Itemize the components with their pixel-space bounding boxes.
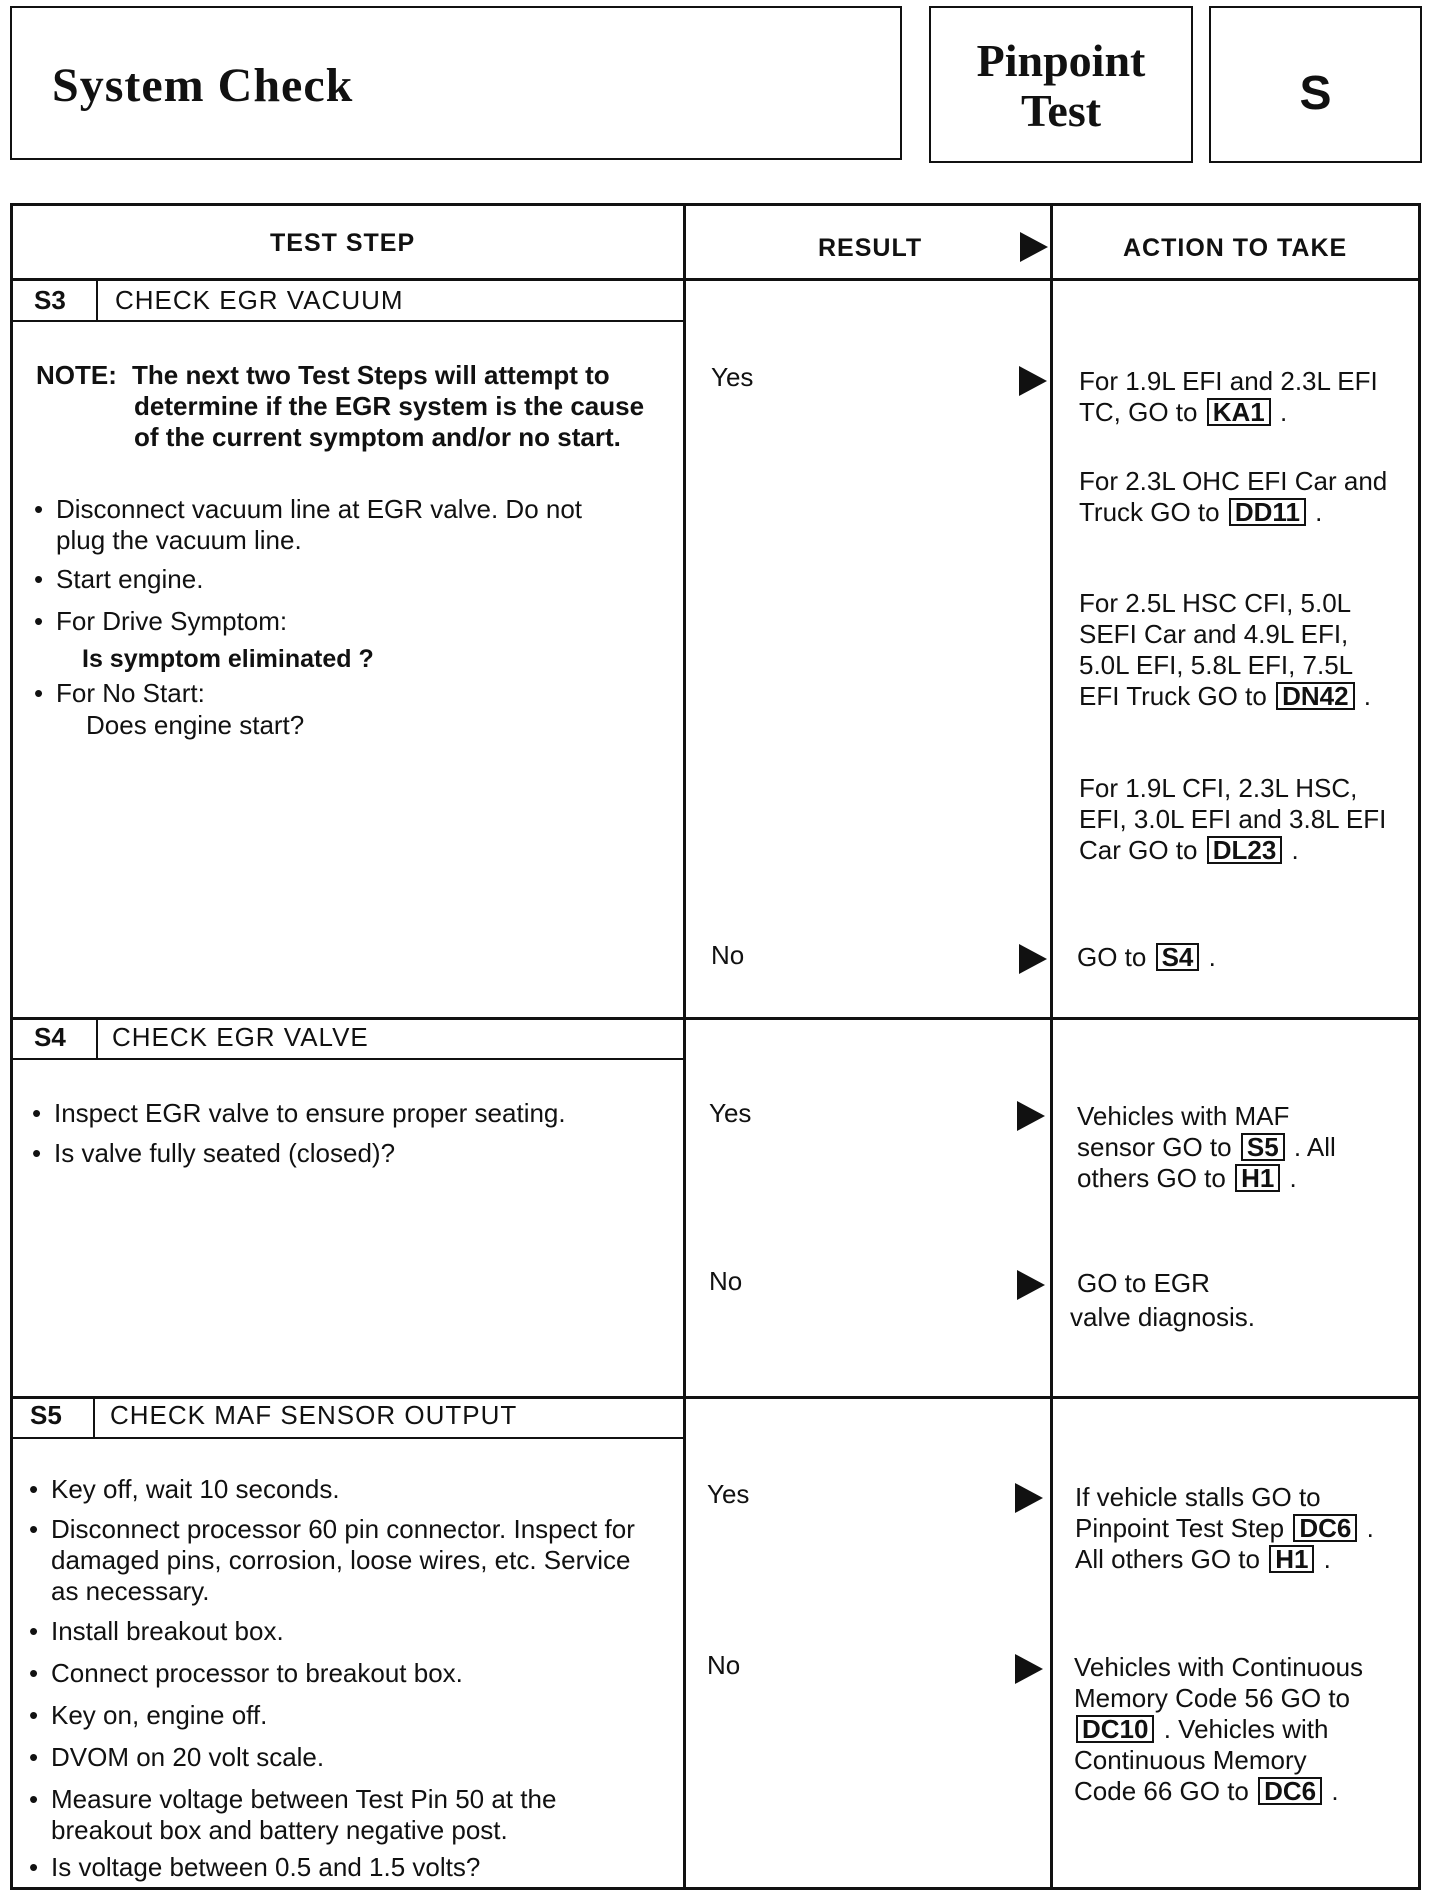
header-arrow-icon (1020, 232, 1048, 262)
ref-box: H1 (1269, 1545, 1314, 1573)
s4-bullet-1: • Inspect EGR valve to ensure proper seating. (32, 1098, 566, 1128)
s3-yes-action-3: For 2.5L HSC CFI, 5.0L SEFI Car and 4.9L EFI, 5.0L EFI, 5.8L EFI, 7.5L EFI Truck GO to DN42 . (1079, 588, 1371, 711)
ref-box: S5 (1241, 1133, 1285, 1161)
s4-id-divider (96, 1019, 98, 1059)
pinpoint-test-box (929, 6, 1193, 163)
s3-note-label: NOTE: (36, 360, 117, 390)
s5-bullet-8: • Is voltage between 0.5 and 1.5 volts? (29, 1852, 481, 1882)
ref-box: DD11 (1229, 498, 1306, 526)
s4-step-title: CHECK EGR VALVE (112, 1022, 369, 1052)
col-header-test-step: TEST STEP (270, 229, 416, 257)
s4-bullet-2: • Is valve fully seated (closed)? (32, 1138, 396, 1168)
bullet-dot: • (29, 1616, 39, 1646)
section-letter-box (1209, 6, 1422, 163)
s3-title-bottom (10, 320, 685, 322)
s5-bullet-6: • DVOM on 20 volt scale. (29, 1742, 325, 1772)
s5-bullet-5: • Key on, engine off. (29, 1700, 268, 1730)
s5-no-arrow-icon (1015, 1654, 1043, 1684)
s5-bullet-2: • Disconnect processor 60 pin connector. Inspect for damaged pins, corrosion, loose wires, etc. Service as necessary. (29, 1514, 635, 1606)
s5-bullet-4: • Connect processor to breakout box. (29, 1658, 463, 1688)
bullet-dot: • (32, 1138, 42, 1168)
s5-id-divider (93, 1398, 95, 1438)
bullet-dot: • (29, 1474, 39, 1504)
pinpoint-test-label (931, 36, 1191, 136)
s5-yes-action: If vehicle stalls GO to Pinpoint Test Step DC6 . All others GO to H1 . (1075, 1482, 1374, 1574)
s3-result-no: No (711, 940, 745, 970)
s3-no-arrow-icon (1019, 944, 1047, 974)
header-bottom-border (10, 278, 1421, 281)
col-header-action: ACTION TO TAKE (1123, 234, 1348, 262)
s3-step-id: S3 (34, 285, 66, 315)
s3-bullet-4: • For No Start: (34, 678, 205, 708)
s3-bullet-1: • Disconnect vacuum line at EGR valve. Do not plug the vacuum line. (34, 494, 583, 555)
s4-result-yes: Yes (709, 1098, 752, 1128)
bullet-dot: • (34, 564, 44, 594)
s4-no-action-line2: valve diagnosis. (1070, 1302, 1255, 1332)
s4-no-arrow-icon (1017, 1270, 1045, 1300)
s3-drive-question: Is symptom eliminated ? (82, 645, 374, 673)
s5-result-no: No (707, 1650, 741, 1680)
s5-bullet-1: • Key off, wait 10 seconds. (29, 1474, 340, 1504)
s4-title-bottom (10, 1058, 685, 1060)
ref-box: S4 (1156, 943, 1200, 971)
s5-bullet-3: • Install breakout box. (29, 1616, 284, 1646)
s3-yes-action-2: For 2.3L OHC EFI Car and Truck GO to DD11 . (1079, 466, 1388, 527)
bullet-dot: • (29, 1658, 39, 1688)
s3-no-action: GO to S4 . (1077, 942, 1216, 972)
table-left-border (10, 203, 13, 1890)
s4-yes-action: Vehicles with MAF sensor GO to S5 . All others GO to H1 . (1077, 1101, 1336, 1193)
section-letter: S (1299, 67, 1332, 120)
s3-id-divider (96, 280, 98, 321)
s3-result-yes: Yes (711, 362, 754, 392)
bullet-dot: • (34, 494, 44, 524)
ref-box: DL23 (1207, 836, 1283, 864)
table-right-border (1418, 203, 1421, 1890)
pinpoint-line-1: Pinpoint (976, 35, 1146, 86)
col-header-result: RESULT (818, 234, 923, 262)
bullet-dot: • (29, 1514, 39, 1544)
bullet-dot: • (32, 1098, 42, 1128)
s5-step-id: S5 (30, 1400, 62, 1430)
s3-yes-action-1: For 1.9L EFI and 2.3L EFI TC, GO to KA1 . (1079, 366, 1378, 427)
row-divider-s5 (10, 1396, 1421, 1399)
s5-result-yes: Yes (707, 1479, 750, 1509)
table-top-border (10, 203, 1421, 206)
ref-box: DN42 (1276, 682, 1354, 710)
bullet-dot: • (29, 1852, 39, 1882)
bullet-dot: • (29, 1784, 39, 1814)
s5-title-bottom (10, 1437, 685, 1439)
pinpoint-line-2: Test (1020, 85, 1102, 136)
page-title: System Check (52, 59, 354, 112)
bullet-dot: • (34, 678, 44, 708)
bullet-dot: • (29, 1742, 39, 1772)
table-bottom-border (10, 1887, 1421, 1890)
ref-box: DC6 (1258, 1777, 1322, 1805)
s5-no-action: Vehicles with Continuous Memory Code 56 GO to DC10 . Vehicles with Continuous Memory Code 66 GO to DC6 . (1074, 1652, 1364, 1806)
bullet-dot: • (29, 1700, 39, 1730)
title-box (10, 6, 902, 160)
s4-result-no: No (709, 1266, 743, 1296)
s5-step-title: CHECK MAF SENSOR OUTPUT (110, 1400, 518, 1430)
bullet-dot: • (34, 606, 44, 636)
s4-step-id: S4 (34, 1022, 66, 1052)
s3-yes-action-4: For 1.9L CFI, 2.3L HSC, EFI, 3.0L EFI and 3.8L EFI Car GO to DL23 . (1079, 773, 1387, 865)
s4-yes-arrow-icon (1017, 1101, 1045, 1131)
col-divider-2 (1050, 203, 1053, 1890)
s3-bullet-2: • Start engine. (34, 564, 204, 594)
ref-box: DC6 (1293, 1514, 1357, 1542)
ref-box: H1 (1235, 1164, 1280, 1192)
row-divider-s4 (10, 1017, 1421, 1020)
s4-no-action-line1: GO to EGR (1077, 1268, 1210, 1298)
s3-bullet-3: • For Drive Symptom: (34, 606, 288, 636)
s3-nostart-question: Does engine start? (86, 710, 305, 740)
ref-box: KA1 (1207, 398, 1271, 426)
s5-bullet-7: • Measure voltage between Test Pin 50 at the breakout box and battery negative post. (29, 1784, 557, 1845)
s3-note-text: The next two Test Steps will attempt to determine if the EGR system is the cause of the current symptom and/or no start. (132, 360, 645, 452)
ref-box: DC10 (1076, 1715, 1154, 1743)
s3-step-title: CHECK EGR VACUUM (115, 285, 404, 315)
s3-yes-arrow-icon (1019, 366, 1047, 396)
s5-yes-arrow-icon (1015, 1483, 1043, 1513)
col-divider-1 (683, 203, 686, 1890)
